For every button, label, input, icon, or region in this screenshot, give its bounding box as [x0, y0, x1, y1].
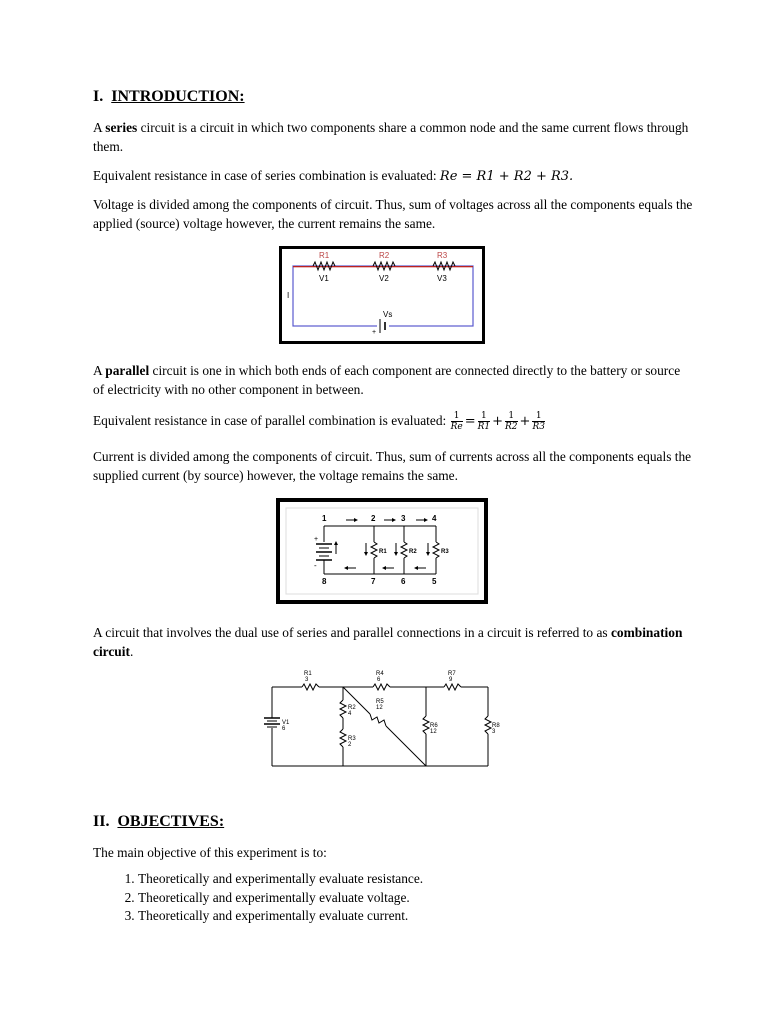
numerator: 1	[451, 411, 463, 422]
node-label-2: 2	[371, 514, 376, 523]
label-r1: R1	[304, 671, 312, 677]
text: circuit is a circuit in which two components share a common node and the same current flows through them.	[93, 120, 689, 154]
label-plus: +	[314, 536, 319, 543]
value-r3: 2	[348, 742, 352, 748]
label-plus: +	[372, 329, 377, 336]
label-r1: R1	[319, 251, 330, 260]
value-v1: 6	[282, 726, 286, 732]
paragraph-objectives-intro: The main objective of this experiment is to:	[93, 845, 327, 860]
parallel-circuit-figure	[276, 498, 488, 604]
objectives-list	[116, 870, 423, 926]
label-r3: R3	[348, 736, 356, 742]
equals-sign: =	[464, 413, 476, 429]
text: Equivalent resistance in case of parallel combination is evaluated:	[93, 413, 450, 428]
text: Equivalent resistance in case of series combination is evaluated:	[93, 168, 440, 183]
paragraph-combination-definition	[93, 623, 693, 661]
label-minus: -	[314, 561, 317, 570]
label-r1: R1	[379, 549, 387, 555]
plus-sign: +	[519, 413, 531, 429]
value-r4: 6	[377, 677, 381, 683]
paragraph-series-definition	[93, 118, 693, 156]
node-label-6: 6	[401, 577, 406, 586]
value-r7: 9	[449, 677, 453, 683]
text: A circuit that involves the dual use of series and parallel connections in a circuit is referred to as	[93, 625, 611, 640]
denominator: R1	[477, 422, 491, 433]
label-v3: V3	[437, 274, 447, 283]
value-r2: 4	[348, 711, 352, 717]
denominator: R3	[532, 422, 545, 433]
numerator: 1	[532, 411, 545, 422]
label-current: I	[287, 291, 290, 300]
numerator: 1	[505, 411, 518, 422]
value-r1: 3	[305, 677, 309, 683]
node-label-7: 7	[371, 577, 376, 586]
text: .	[129, 644, 134, 659]
label-v1: V1	[319, 274, 329, 283]
list-item: 1. Theoretically and experimentally evaluate resistance.	[138, 870, 423, 889]
paragraph-current-division: Current is divided among the components of circuit. Thus, sum of currents across all the components equals the supplied current (by source) however, the voltage remains the same.	[93, 449, 692, 483]
bold-term-series: series	[105, 120, 138, 135]
label-v1: V1	[282, 720, 290, 726]
value-r6: 12	[430, 729, 437, 735]
label-r3: R3	[437, 251, 448, 260]
label-r8: R8	[492, 723, 500, 729]
plus-sign: +	[492, 413, 504, 429]
heading-number: II.	[93, 813, 110, 830]
label-r3: R3	[441, 549, 449, 555]
series-formula: Re = R1 + R2 + R3.	[439, 169, 574, 184]
node-label-3: 3	[401, 514, 406, 523]
label-r2: R2	[348, 705, 356, 711]
label-r6: R6	[430, 723, 438, 729]
numerator: 1	[478, 411, 491, 422]
section-heading-objectives	[93, 813, 224, 831]
paragraph-series-formula	[93, 166, 693, 186]
heading-title: OBJECTIVES:	[117, 813, 225, 830]
bold-term-combination: combination circuit	[93, 625, 683, 659]
section-heading-introduction	[93, 88, 245, 106]
value-r5: 12	[376, 705, 383, 711]
fraction-r2	[505, 411, 518, 432]
parallel-formula	[450, 411, 546, 433]
paragraph-voltage-division: Voltage is divided among the components of circuit. Thus, sum of voltages across all the components equals the applied (source) voltage however, the current remains the same.	[93, 197, 693, 231]
value-r8: 3	[492, 729, 496, 735]
node-label-4: 4	[432, 514, 437, 523]
node-label-8: 8	[322, 577, 327, 586]
paragraph-parallel-formula	[93, 406, 693, 437]
text: A	[93, 120, 106, 135]
label-vs: Vs	[383, 310, 393, 319]
denominator: R2	[505, 422, 518, 433]
list-item: 3. Theoretically and experimentally evaluate current.	[138, 907, 423, 926]
fraction-r3	[532, 411, 545, 432]
label-v2: V2	[379, 274, 389, 283]
bold-term-parallel: parallel	[105, 363, 150, 378]
label-r2: R2	[379, 251, 390, 260]
heading-title: INTRODUCTION:	[111, 88, 245, 105]
label-r2: R2	[409, 549, 417, 555]
paragraph-parallel-definition	[93, 361, 693, 399]
text: A	[93, 363, 106, 378]
fraction-re	[451, 411, 463, 432]
label-r7: R7	[448, 671, 456, 677]
node-label-5: 5	[432, 577, 437, 586]
label-r5: R5	[376, 699, 384, 705]
text: circuit is one in which both ends of each component are connected directly to the battery or source of electricity with no other component in between.	[93, 363, 681, 397]
fraction-r1	[478, 411, 491, 432]
label-r4: R4	[376, 671, 384, 677]
series-circuit-figure	[279, 246, 485, 344]
combination-circuit-figure	[262, 666, 502, 772]
node-label-1: 1	[322, 514, 327, 523]
denominator: Re	[450, 422, 463, 433]
list-item: 2. Theoretically and experimentally evaluate voltage.	[138, 889, 423, 908]
heading-number: I.	[93, 88, 104, 105]
